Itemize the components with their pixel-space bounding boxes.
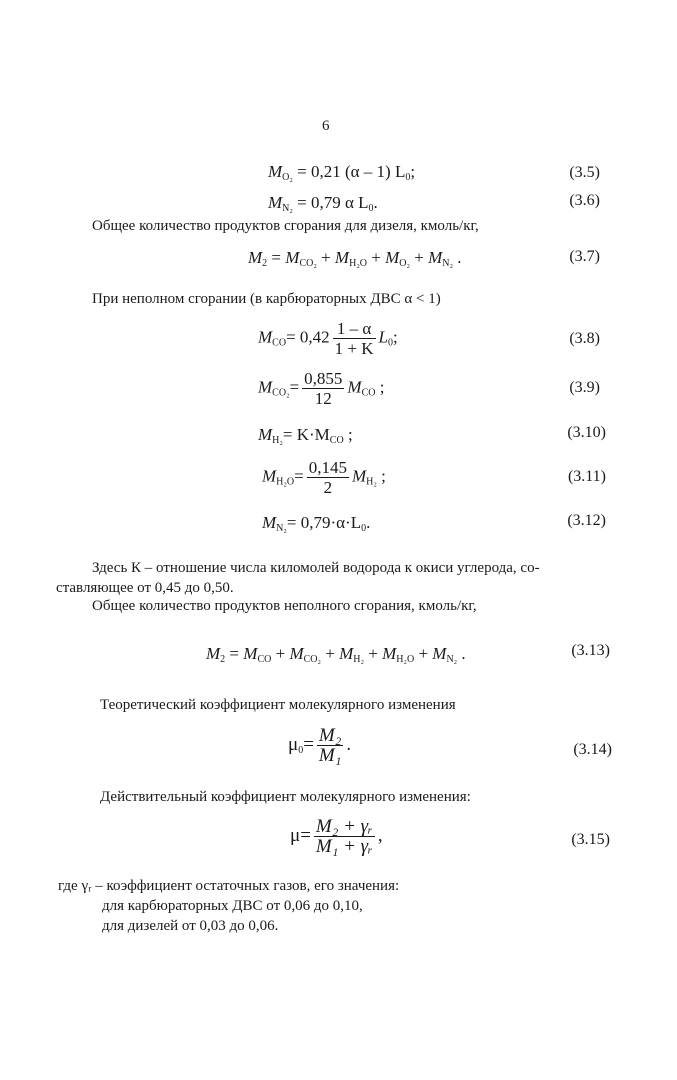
equation-3-15: μ= $\frac{\text{M₂ + γᵣ}}{\text{M₁ + γᵣ}}$ , — [290, 816, 383, 857]
equation-number: (3.13) — [571, 642, 610, 659]
equation-number: (3.14) — [573, 741, 612, 758]
equation-number: (3.12) — [567, 512, 606, 529]
equation-number: (3.15) — [571, 831, 610, 848]
equation-number: (3.11) — [567, 468, 606, 485]
equation-number: (3.7) — [569, 248, 600, 265]
equation-3-9: $M_{CO_2}=$ $\frac{0,855}{12}$ $M_{CO}$ ; — [258, 369, 385, 408]
equation-number: (3.6) — [569, 192, 600, 209]
equation-3-11: $M_{H_2O}=$ $\frac{0,145}{2}$ $M_{H_2}$ ; — [262, 458, 386, 497]
equation-3-7: $M_2 = M_{CO_2} + M_{H_2O} + M_{O_2} + M_{N_2}$ . — [248, 248, 462, 269]
page-number: 6 — [322, 118, 330, 134]
equation-3-14: $\mu_0=$ $\frac{\text{M₂}}{\text{M₁}}$ . — [288, 725, 352, 766]
paragraph-incomplete: При неполном сгорании (в карбюраторных ДВС α < 1) — [92, 291, 441, 307]
list-item-carburetor: для карбюраторных ДВС от 0,06 до 0,10, — [102, 898, 363, 914]
paragraph-actual: Действительный коэффициент молекулярного изменения: — [100, 789, 471, 805]
equation-number: (3.9) — [569, 379, 600, 396]
paragraph-incomplete-total: Общее количество продуктов неполного сгорания, кмоль/кг, — [92, 598, 477, 614]
paragraph-theoretical: Теоретический коэффициент молекулярного изменения — [100, 697, 456, 713]
equation-3-12: $M_{N_2}= 0,79\cdot\alpha\cdot L_0$. — [262, 513, 371, 534]
equation-3-5: $M_{O_2} = 0,21$ (α – 1) $L_0$; — [268, 162, 416, 183]
equation-3-13: $M_2 = M_{CO} + M_{CO_2} + M_{H_2} + M_{H_2O} + M_{N_2}$ . — [206, 644, 466, 665]
equation-3-8: $M_{CO}= 0,42$ $\frac{1 - \alpha}{1 + K}$ $L_0$; — [258, 319, 398, 358]
list-item-diesel: для дизелей от 0,03 до 0,06. — [102, 918, 279, 934]
equation-3-6: $M_{N_2} = 0,79$ α $L_0$. — [268, 193, 378, 214]
equation-number: (3.5) — [569, 164, 600, 181]
paragraph-diesel-total: Общее количество продуктов сгорания для дизеля, кмоль/кг, — [92, 218, 479, 234]
equation-number: (3.10) — [567, 424, 606, 441]
equation-number: (3.8) — [569, 330, 600, 347]
paragraph-where: где γᵣ – коэффициент остаточных газов, его значения: — [58, 878, 400, 894]
paragraph-k-definition: Здесь К – отношение числа киломолей водорода к окиси углерода, со- ставляющее от 0,45 до 0,50. — [56, 560, 540, 596]
equation-3-10: $M_{H_2}= K\cdot M_{CO}$ ; — [258, 425, 353, 446]
